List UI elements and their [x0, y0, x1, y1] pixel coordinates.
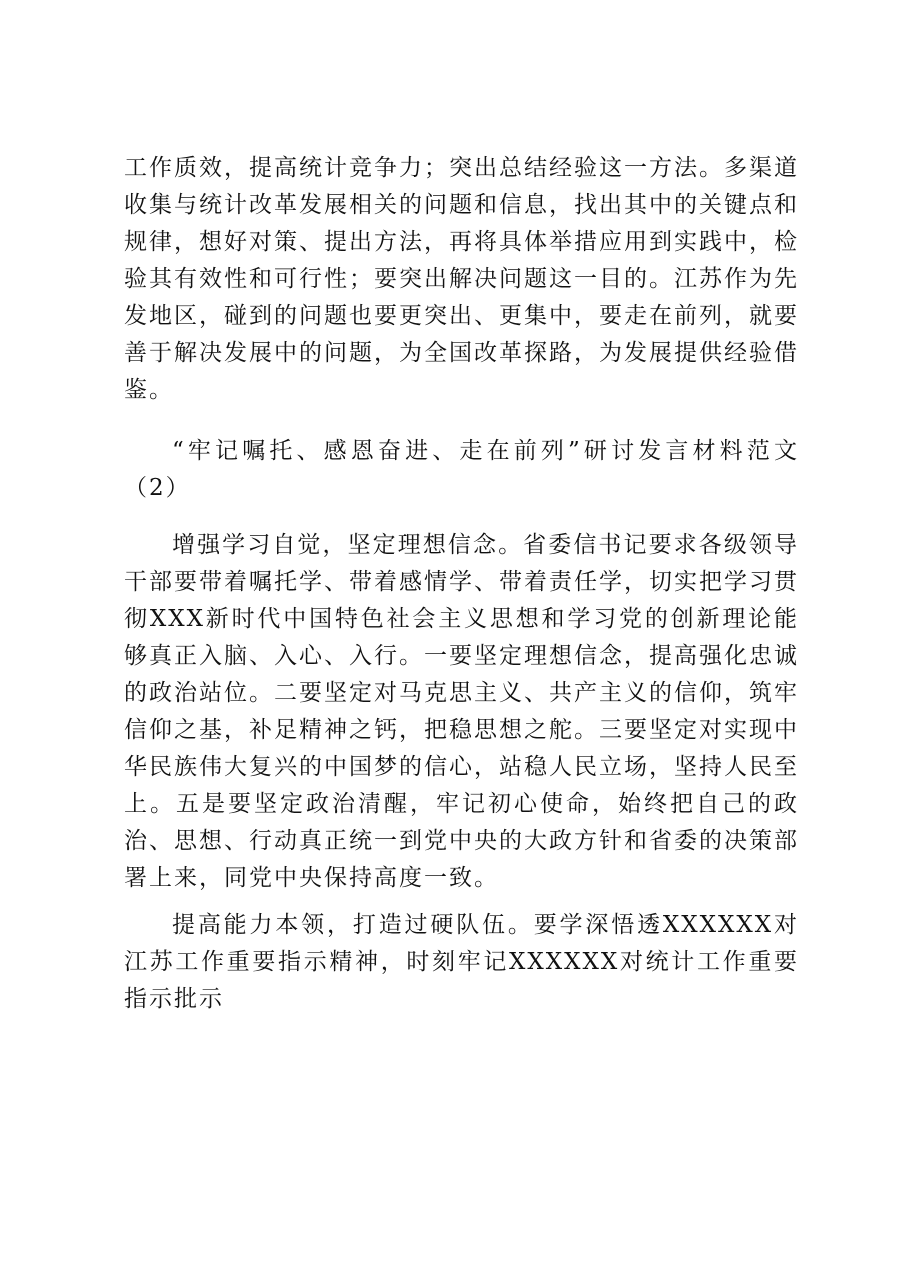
- paragraph-continuation: 工作质效，提高统计竞争力；突出总结经验这一方法。多渠道收集与统计改革发展相关的问题和信息，找出其中的关键点和规律，想好对策、提出方法，再将具体举措应用到实践中，检验其有效性和可行性；要突出解决问题这一目的。江苏作为先发地区，碰到的问题也要更突出、更集中，要走在前列，就要善于解决发展中的问题，为全国改革探路，为发展提供经验借鉴。: [124, 155, 799, 403]
- document-body: [124, 150, 799, 1018]
- paragraph-ability: 提高能力本领，打造过硬队伍。要学深悟透XXXXXX对江苏工作重要指示精神，时刻牢记XXXXXX对统计工作重要指示批示: [124, 912, 799, 1012]
- section-title: “牢记嘱托、感恩奋进、走在前列”研讨发言材料范文（2）: [124, 438, 799, 501]
- paragraph-study: 增强学习自觉，坚定理想信念。省委信书记要求各级领导干部要带着嘱托学、带着感情学、带着责任学，切实把学习贯彻XXX新时代中国特色社会主义思想和学习党的创新理论能够真正入脑、入心、入行。一要坚定理想信念，提高强化忠诚的政治站位。二要坚定对马克思主义、共产主义的信仰，筑牢信仰之基，补足精神之钙，把稳思想之舵。三要坚定对实现中华民族伟大复兴的中国梦的信心，站稳人民立场，坚持人民至上。五是要坚定政治清醒，牢记初心使命，始终把自己的政治、思想、行动真正统一到党中央的大政方针和省委的决策部署上来，同党中央保持高度一致。: [124, 532, 799, 891]
